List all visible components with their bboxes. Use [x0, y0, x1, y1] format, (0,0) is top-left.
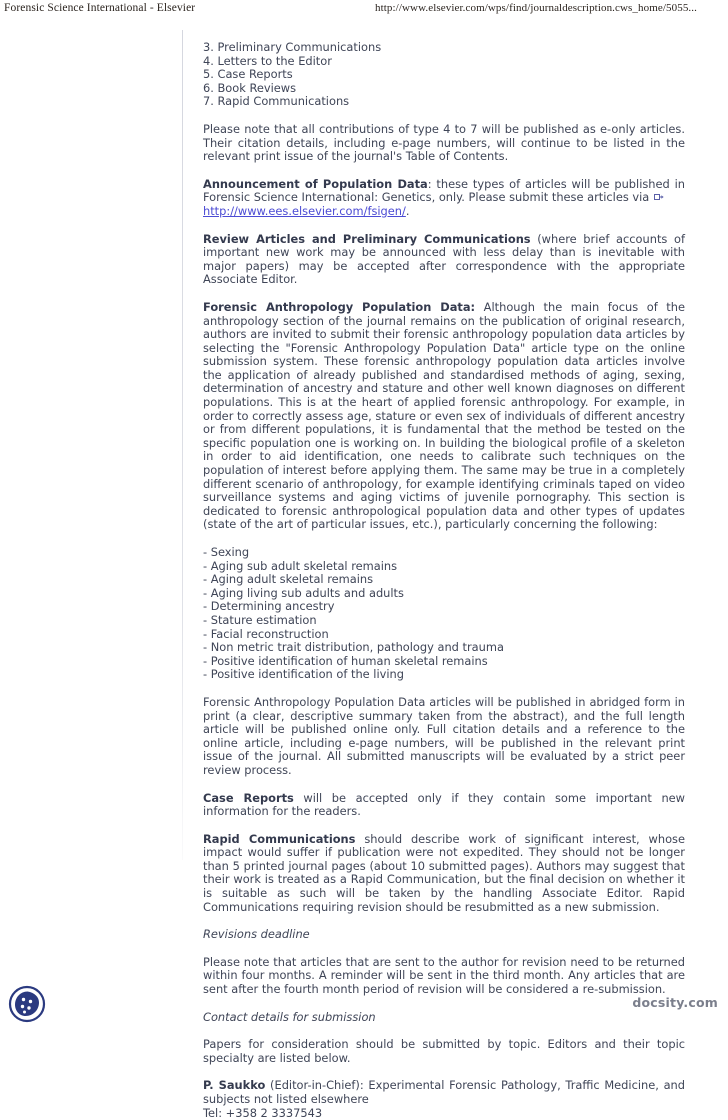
heading-contact-details: Contact details for submission [203, 1009, 376, 1024]
spacer [203, 164, 685, 178]
list-item: - Positive identification of the living [203, 667, 404, 682]
list-item: - Stature estimation [203, 612, 317, 627]
left-margin-rule [182, 30, 183, 860]
editor-role: (Editor-in-Chief): Experimental Forensic Pathology, Traffic Medicine, and subjects not listed elsewhere [203, 1078, 686, 1106]
list-item: 3. Preliminary Communications [203, 40, 382, 54]
announcement-tail: . [405, 203, 410, 218]
list-item: 5. Case Reports [203, 67, 293, 82]
list-item: - Facial reconstruction [203, 626, 329, 641]
editor-telephone: Tel: +358 2 3337543 [203, 1105, 323, 1120]
spacer [203, 219, 685, 233]
list-item: - Aging living sub adults and adults [203, 585, 404, 600]
spacer [203, 819, 685, 833]
paragraph-abridged-note: Forensic Anthropology Population Data articles will be published in abridged form in print (a clear, descriptive summary taken from the abstract), and the full length article will be published online only. Full citation details and a reference to the online article, including e-page numbers, will be published in the relevant print issue of the journal. All submitted manuscripts will be evaluated by a strict peer review process. [203, 694, 685, 777]
heading-revisions-deadline: Revisions deadline [203, 927, 310, 942]
spacer [203, 1065, 685, 1079]
paragraph-rapid-communications [203, 833, 685, 915]
review-body: (where brief accounts of important new work may be announced with less delay than is inevitable with major papers) may be accepted after correspondence with the appropriate Associate Editor. [203, 231, 685, 287]
paragraph-e-only-note: Please note that all contributions of type 4 to 7 will be published as e-only articles. Their citation details, including e-page numbers, will continue to be listed in the relevant print issue of the journal's Table of Contents. [203, 121, 685, 164]
spacer [203, 109, 685, 123]
list-item: - Positive identification of human skeletal remains [203, 653, 488, 668]
rapid-heading: Rapid Communications [203, 831, 356, 846]
docsity-watermark: docsity.com [632, 995, 718, 1010]
list-item: 4. Letters to the Editor [203, 53, 332, 68]
paragraph-contact: Papers for consideration should be submitted by topic. Editors and their topic specialty are listed below. [203, 1037, 685, 1065]
spacer [203, 287, 685, 301]
list-item: - Aging adult skeletal remains [203, 572, 374, 587]
topic-list [203, 546, 685, 682]
case-reports-body: will be accepted only if they contain some important new information for the readers. [203, 790, 685, 819]
anthropology-body: Although the main focus of the anthropology section of the journal remains on the publication of original research, authors are invited to submit their forensic anthropology population data articles by selecting the "Forensic Anthropology Population Data" article type on the online submission system. These forensic anthropology population data articles involve the application of already published and standardised methods of aging, sexing, determination of ancestry and stature and other well known diagnoses on different populations. This is at the heart of applied forensic anthropology. For example, in order to correctly assess age, stature or even sex of individuals of different ancestry or from different populations, it is fundamental that the method be tested on the specific population one is working on. In building the biological profile of a skeleton in order to aid identification, one needs to calibrate such techniques on the population of interest before applying them. The same may be true in a completely different scenario of anthropology, for example identifying criminals taped on video surveillance systems and aging victims of juvenile pornography. This section is dedicated to forensic anthropological population data and other types of updates (state of the art of particular issues, etc.), particularly concerning the following: [203, 299, 685, 532]
announcement-body: : these types of articles will be published in Forensic Science International: Genetics, only. Please submit these articles via [203, 176, 686, 205]
spacer [203, 1024, 685, 1038]
print-header [0, 0, 728, 18]
spacer [203, 914, 685, 928]
external-link-icon [654, 191, 664, 199]
list-item: 7. Rapid Communications [203, 94, 350, 109]
editor-name: P. Saukko [203, 1078, 266, 1093]
list-item: - Determining ancestry [203, 599, 335, 614]
spacer [203, 942, 685, 956]
page-header-title: Forensic Science International - Elsevier [4, 2, 196, 14]
list-item: - Non metric trait distribution, pathology and trauma [203, 640, 504, 655]
fsigen-submission-link[interactable]: http://www.ees.elsevier.com/fsigen/ [203, 203, 406, 218]
paragraph-review-articles [203, 233, 685, 287]
docsity-logo-icon [8, 985, 46, 1023]
paragraph-revisions: Please note that articles that are sent to the author for revision need to be returned within four months. A reminder will be sent in the third month. Any articles that are sent after the fourth month period of revision will be considered a re-submission. [203, 954, 685, 997]
spacer [203, 532, 685, 546]
spacer [203, 778, 685, 792]
case-reports-heading: Case Reports [203, 790, 294, 805]
spacer [203, 682, 685, 696]
paragraph-announcement [203, 178, 685, 219]
list-item: - Aging sub adult skeletal remains [203, 558, 398, 573]
paragraph-case-reports [203, 792, 685, 819]
paragraph-anthropology [203, 301, 685, 532]
list-item: - Sexing [203, 545, 250, 559]
announcement-heading: Announcement of Population Data [203, 176, 428, 191]
document-body [203, 41, 685, 1120]
review-heading: Review Articles and Preliminary Communications [203, 231, 531, 246]
list-item: 6. Book Reviews [203, 80, 297, 95]
editor-entry [203, 1079, 685, 1120]
article-type-list [203, 41, 685, 109]
anthropology-heading: Forensic Anthropology Population Data: [203, 299, 476, 314]
page-header-url: http://www.elsevier.com/wps/find/journaldescription.cws_home/5055... [375, 2, 697, 14]
rapid-body: should describe work of significant interest, whose impact would suffer if publication were not expedited. They should not be longer than 5 printed journal pages (about 10 submitted pages). Authors may suggest that their work is treated as a Rapid Communication, but the final decision on whether it is suitable as such will be taken by the handling Associate Editor. Rapid Communications requiring revision should be resubmitted as a new submission. [203, 831, 686, 914]
spacer [203, 997, 685, 1011]
